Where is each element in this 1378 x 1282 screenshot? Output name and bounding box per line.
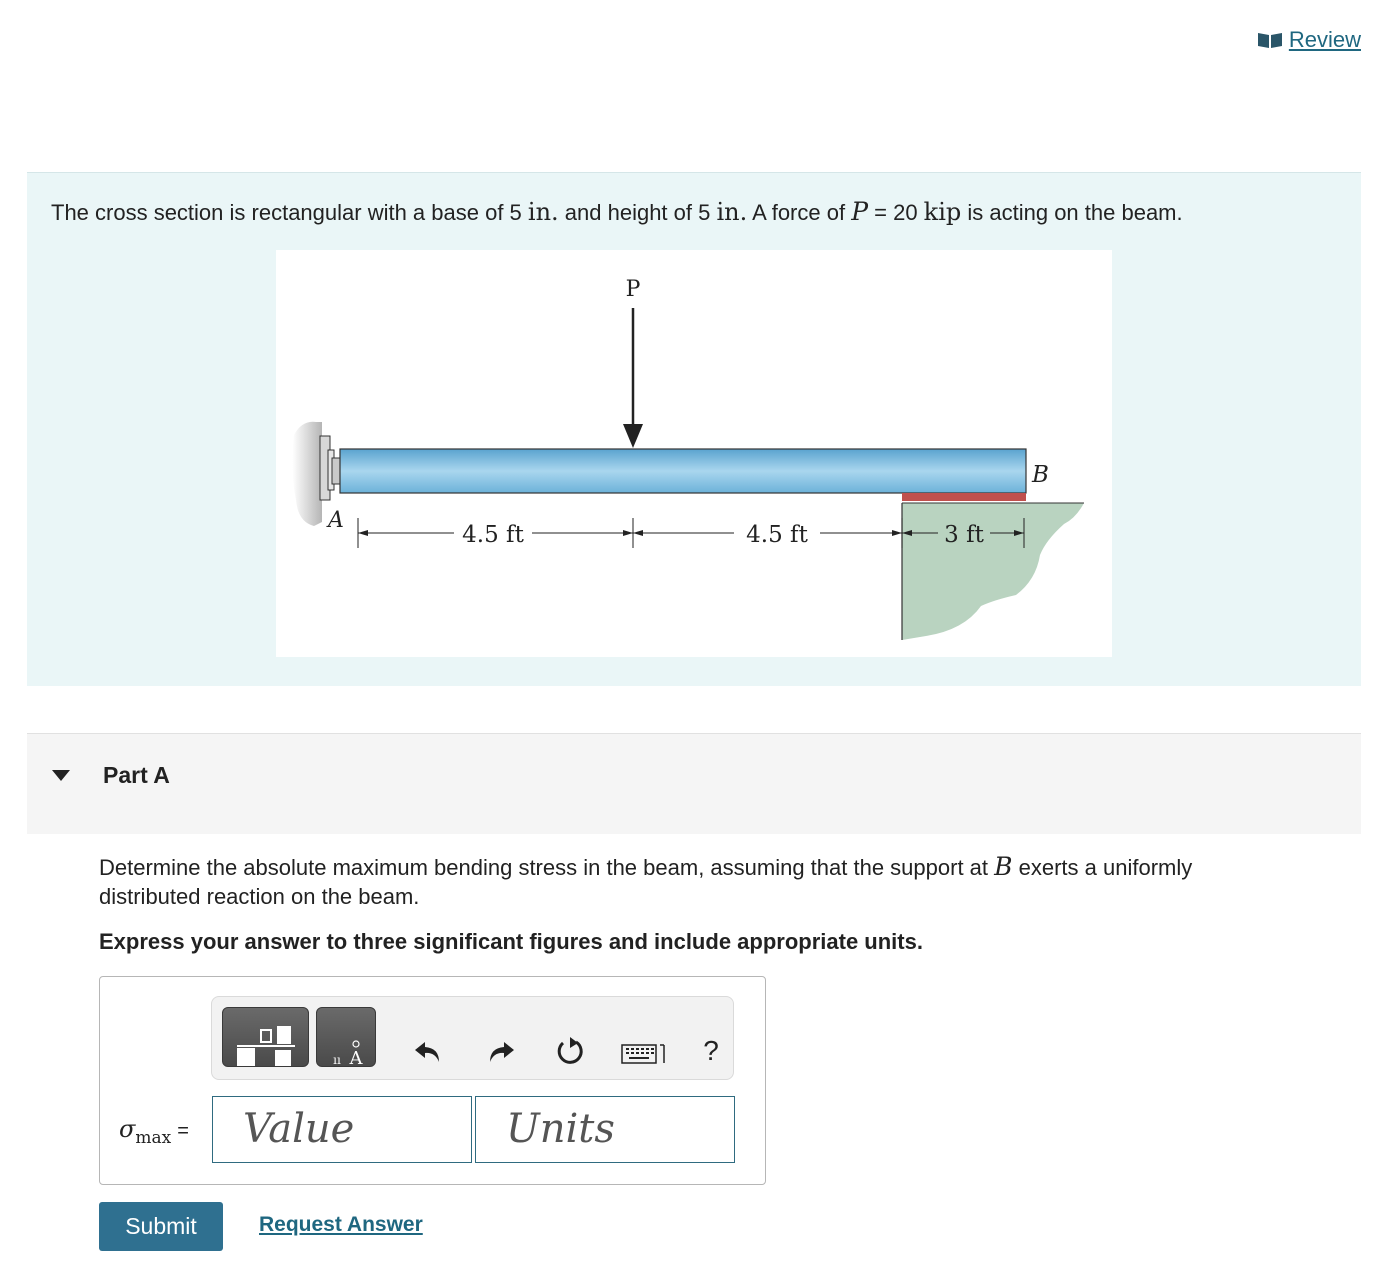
answer-instruction: Express your answer to three significant figures and include appropriate units. <box>99 929 923 954</box>
reset-icon <box>554 1035 586 1067</box>
ground-support-b <box>902 503 1084 640</box>
problem-statement: The cross section is rectangular with a base of 5 in. and height of 5 in. A force of P = 20 kip is acting on the beam. <box>51 197 1183 226</box>
value-input[interactable]: Value <box>212 1096 472 1163</box>
wall-shape <box>292 422 322 526</box>
redo-icon <box>486 1036 516 1066</box>
keyboard-button[interactable] <box>620 1041 672 1067</box>
question-text: Determine the absolute maximum bending stress in the beam, assuming that the support at B exerts a uniformly distributed reaction on the beam. <box>99 852 1193 909</box>
support-b-label: B <box>1032 462 1049 488</box>
answer-box <box>99 976 766 1185</box>
beam <box>340 449 1026 493</box>
part-a-header[interactable] <box>27 733 1361 834</box>
sigma-max-label: $\sigma_{max}$ = <box>119 1115 189 1148</box>
keyboard-icon <box>620 1042 672 1066</box>
book-icon <box>1257 31 1283 49</box>
help-icon: ? <box>703 1035 719 1066</box>
review-link[interactable] <box>1257 27 1361 53</box>
redo-button[interactable] <box>483 1033 519 1069</box>
load-arrow-icon <box>623 424 643 448</box>
math-toolbar <box>211 996 734 1080</box>
problem-panel <box>27 172 1361 686</box>
units-input[interactable]: Units <box>475 1096 735 1163</box>
undo-icon <box>413 1036 443 1066</box>
dimension-label-3: 3 ft <box>944 522 984 548</box>
templates-button[interactable] <box>222 1007 309 1067</box>
beam-diagram <box>276 250 1112 657</box>
bearing-pad <box>902 493 1026 501</box>
help-button[interactable] <box>698 1033 724 1069</box>
beam-figure <box>276 250 1112 657</box>
submit-button[interactable]: Submit <box>99 1202 223 1251</box>
support-a-label: A <box>328 508 344 533</box>
svg-text:A: A <box>349 1048 363 1068</box>
load-label: P <box>625 277 641 302</box>
svg-text:ıı: ıı <box>333 1053 341 1067</box>
request-answer-link[interactable]: Request Answer <box>259 1213 423 1236</box>
dimension-label-2: 4.5 ft <box>746 522 808 548</box>
reset-button[interactable] <box>552 1033 588 1069</box>
units-symbols-button[interactable] <box>316 1007 376 1067</box>
collapse-caret-icon[interactable] <box>52 770 70 781</box>
units-symbols-icon <box>317 1008 377 1068</box>
review-label: Review <box>1288 27 1361 52</box>
part-title: Part A <box>103 762 170 788</box>
dimension-label-1: 4.5 ft <box>462 522 524 548</box>
templates-icon <box>223 1008 310 1068</box>
undo-button[interactable] <box>410 1033 446 1069</box>
